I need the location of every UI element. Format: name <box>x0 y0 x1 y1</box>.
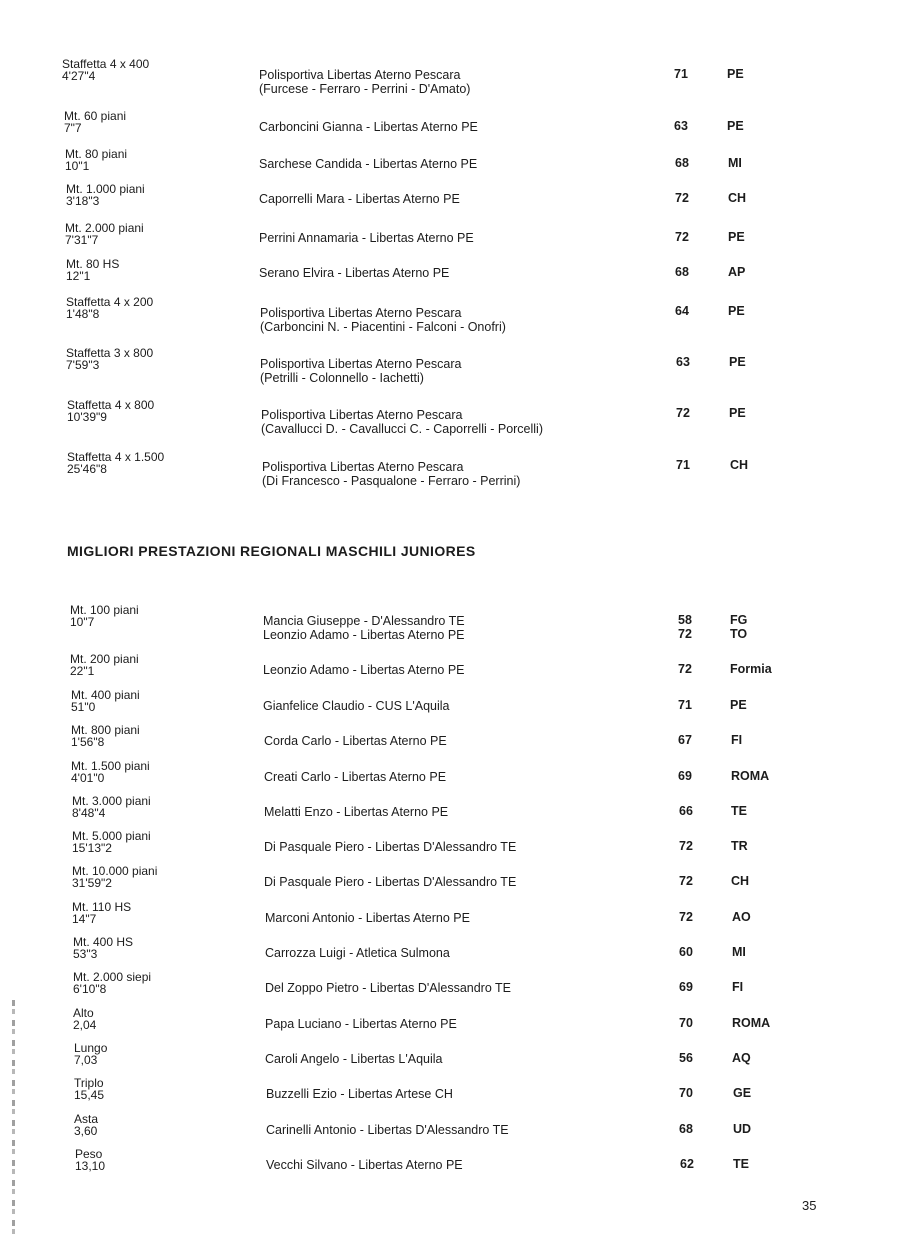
year-value: 71 <box>674 67 688 81</box>
event-name: Peso <box>75 1147 103 1161</box>
record-year <box>670 191 694 205</box>
event-name: Mt. 200 piani <box>70 652 139 666</box>
event-cell <box>74 1113 98 1137</box>
record-year <box>674 1051 698 1065</box>
record-holder <box>265 946 450 960</box>
record-place <box>731 804 747 818</box>
year-value: 72 <box>675 230 689 244</box>
record-place <box>728 265 745 279</box>
record-year <box>670 265 694 279</box>
holder-line: Corda Carlo - Libertas Aterno PE <box>264 734 447 748</box>
year-value: 70 <box>679 1086 693 1100</box>
event-result: 7'31"7 <box>65 233 99 247</box>
record-holder <box>265 911 470 925</box>
event-name: Staffetta 4 x 1.500 <box>67 450 165 464</box>
holder-line: (Carboncini N. - Piacentini - Falconi - Onofri) <box>260 320 506 334</box>
holder-line: Polisportiva Libertas Aterno Pescara <box>259 68 461 82</box>
event-cell <box>71 724 140 748</box>
event-cell <box>74 1077 104 1101</box>
event-cell <box>72 795 151 819</box>
record-place <box>729 406 746 420</box>
record-place <box>733 1122 751 1136</box>
holder-line: Caporrelli Mara - Libertas Aterno PE <box>259 192 460 206</box>
event-cell <box>66 347 153 371</box>
year-value: 68 <box>675 265 689 279</box>
record-place <box>733 1157 749 1171</box>
event-cell <box>65 222 144 246</box>
holder-line: (Furcese - Ferraro - Perrini - D'Amato) <box>259 82 471 96</box>
place-value: CH <box>730 458 749 472</box>
record-place <box>727 119 744 133</box>
place-value: TO <box>730 627 748 641</box>
event-cell <box>73 971 151 995</box>
record-year <box>669 67 693 81</box>
event-name: Mt. 10.000 piani <box>72 864 158 878</box>
record-holder <box>266 1087 453 1101</box>
event-result: 15'13"2 <box>72 841 112 855</box>
holder-line: Papa Luciano - Libertas Aterno PE <box>265 1017 457 1031</box>
event-cell <box>66 258 119 282</box>
year-value: 72 <box>678 627 692 641</box>
record-year <box>674 839 698 853</box>
event-result: 15,45 <box>74 1088 105 1102</box>
event-name: Mt. 110 HS <box>72 900 132 914</box>
event-name: Triplo <box>74 1076 104 1090</box>
holder-line: Sarchese Candida - Libertas Aterno PE <box>259 157 478 171</box>
event-cell <box>71 760 150 784</box>
place-value: PE <box>728 230 745 244</box>
record-holder <box>264 805 448 819</box>
event-result: 4'01"0 <box>71 771 105 785</box>
record-year <box>670 230 694 244</box>
record-year <box>674 1086 698 1100</box>
event-name: Mt. 1.000 piani <box>66 182 145 196</box>
event-result: 51"0 <box>71 700 96 714</box>
event-name: Mt. 1.500 piani <box>71 759 150 773</box>
record-year <box>674 1122 698 1136</box>
holder-line: Carboncini Gianna - Libertas Aterno PE <box>259 120 478 134</box>
place-value: PE <box>727 119 744 133</box>
record-holder <box>263 663 465 677</box>
holder-line: Del Zoppo Pietro - Libertas D'Alessandro TE <box>265 981 512 995</box>
event-result: 1'48"8 <box>66 307 100 321</box>
holder-line: Melatti Enzo - Libertas Aterno PE <box>264 805 449 819</box>
record-holder <box>259 120 478 134</box>
record-year <box>670 156 694 170</box>
place-value: ROMA <box>731 769 770 783</box>
holder-line: Creati Carlo - Libertas Aterno PE <box>264 770 447 784</box>
event-result: 3,60 <box>74 1124 98 1138</box>
record-place <box>730 613 747 641</box>
record-holder <box>263 614 465 642</box>
record-place <box>732 1051 751 1065</box>
place-value: PE <box>727 67 744 81</box>
event-name: Mt. 5.000 piani <box>72 829 151 843</box>
record-holder <box>264 734 447 748</box>
record-year <box>674 1016 698 1030</box>
page-number: 35 <box>802 1198 817 1213</box>
holder-line: Perrini Annamaria - Libertas Aterno PE <box>259 231 474 245</box>
place-value: Formia <box>730 662 772 676</box>
record-holder <box>260 306 506 334</box>
place-value: MI <box>728 156 742 170</box>
record-holder <box>261 408 543 436</box>
record-holder <box>262 460 520 488</box>
holder-line: Polisportiva Libertas Aterno Pescara <box>260 306 462 320</box>
event-name: Mt. 80 piani <box>65 147 128 161</box>
record-place <box>728 191 746 205</box>
year-value: 70 <box>679 1016 693 1030</box>
record-place <box>728 156 742 170</box>
event-result: 13,10 <box>75 1159 106 1173</box>
event-name: Staffetta 4 x 800 <box>67 398 155 412</box>
holder-line: Carrozza Luigi - Atletica Sulmona <box>265 946 450 960</box>
record-place <box>731 733 742 747</box>
record-year <box>673 613 697 641</box>
year-value: 64 <box>675 304 689 318</box>
place-value: PE <box>728 304 745 318</box>
record-year <box>669 119 693 133</box>
record-year <box>675 1157 699 1171</box>
event-name: Lungo <box>74 1041 108 1055</box>
event-cell <box>67 399 154 423</box>
event-name: Staffetta 4 x 200 <box>66 295 154 309</box>
event-name: Mt. 800 piani <box>71 723 140 737</box>
event-result: 22"1 <box>70 664 95 678</box>
event-result: 2,04 <box>73 1018 97 1032</box>
holder-line: Caroli Angelo - Libertas L'Aquila <box>265 1052 443 1066</box>
event-cell <box>74 1042 107 1066</box>
record-place <box>729 355 746 369</box>
event-cell <box>75 1148 105 1172</box>
record-year <box>673 733 697 747</box>
record-holder <box>259 231 474 245</box>
record-place <box>730 662 772 676</box>
record-holder <box>259 192 460 206</box>
event-name: Mt. 60 piani <box>64 109 127 123</box>
record-year <box>671 458 695 472</box>
event-name: Mt. 100 piani <box>70 603 139 617</box>
record-place <box>732 980 743 994</box>
year-value: 71 <box>678 698 692 712</box>
record-place <box>732 1016 770 1030</box>
holder-line: (Petrilli - Colonnello - Iachetti) <box>260 371 424 385</box>
record-holder <box>265 1052 443 1066</box>
record-year <box>674 874 698 888</box>
year-value: 68 <box>679 1122 693 1136</box>
year-value: 62 <box>680 1157 694 1171</box>
place-value: TE <box>731 804 747 818</box>
holder-line: Serano Elvira - Libertas Aterno PE <box>259 266 450 280</box>
year-value: 58 <box>678 613 692 627</box>
year-value: 72 <box>679 910 693 924</box>
event-cell <box>73 1007 96 1031</box>
event-result: 7"7 <box>64 121 82 135</box>
event-result: 14"7 <box>72 912 97 926</box>
event-result: 7'59"3 <box>66 358 100 372</box>
event-name: Mt. 3.000 piani <box>72 794 151 808</box>
holder-line: Polisportiva Libertas Aterno Pescara <box>260 357 462 371</box>
place-value: UD <box>733 1122 752 1136</box>
event-cell <box>72 901 131 925</box>
event-name: Mt. 2.000 siepi <box>73 970 152 984</box>
place-value: PE <box>730 698 747 712</box>
event-cell <box>72 830 151 854</box>
record-year <box>673 662 697 676</box>
holder-line: Leonzio Adamo - Libertas Aterno PE <box>263 663 465 677</box>
record-holder <box>266 1123 509 1137</box>
year-value: 71 <box>676 458 690 472</box>
record-year <box>673 698 697 712</box>
record-holder <box>259 266 449 280</box>
year-value: 67 <box>678 733 692 747</box>
record-place <box>731 874 749 888</box>
event-name: Mt. 400 HS <box>73 935 134 949</box>
holder-line: (Cavallucci D. - Cavallucci C. - Caporrelli - Porcelli) <box>261 422 544 436</box>
event-name: Staffetta 3 x 800 <box>66 346 154 360</box>
holder-line: Polisportiva Libertas Aterno Pescara <box>262 460 464 474</box>
record-holder <box>259 68 470 96</box>
event-result: 10"7 <box>70 615 95 629</box>
record-place <box>732 945 746 959</box>
event-cell <box>64 110 126 134</box>
event-result: 10'39"9 <box>67 410 107 424</box>
place-value: FG <box>730 613 748 627</box>
place-value: TE <box>733 1157 749 1171</box>
record-place <box>733 1086 751 1100</box>
record-year <box>673 769 697 783</box>
event-result: 1'56"8 <box>71 735 105 749</box>
place-value: PE <box>729 406 746 420</box>
holder-line: Gianfelice Claudio - CUS L'Aquila <box>263 699 450 713</box>
record-place <box>728 230 745 244</box>
year-value: 72 <box>679 874 693 888</box>
holder-line: Buzzelli Ezio - Libertas Artese CH <box>266 1087 453 1101</box>
event-result: 4'27"4 <box>62 69 96 83</box>
record-year <box>671 406 695 420</box>
event-result: 12"1 <box>66 269 91 283</box>
event-cell <box>70 653 139 677</box>
holder-line: Mancia Giuseppe - D'Alessandro TE <box>263 614 465 628</box>
year-value: 56 <box>679 1051 693 1065</box>
record-holder <box>265 1017 457 1031</box>
year-value: 60 <box>679 945 693 959</box>
event-cell <box>66 296 153 320</box>
record-holder <box>264 770 446 784</box>
event-name: Mt. 400 piani <box>71 688 140 702</box>
place-value: CH <box>731 874 750 888</box>
place-value: CH <box>728 191 747 205</box>
event-name: Mt. 80 HS <box>66 257 120 271</box>
binding-edge <box>12 1000 15 1240</box>
record-place <box>730 458 748 472</box>
event-cell <box>71 689 140 713</box>
holder-line: Di Pasquale Piero - Libertas D'Alessandro TE <box>264 875 517 889</box>
place-value: FI <box>731 733 743 747</box>
event-cell <box>67 451 164 475</box>
year-value: 72 <box>676 406 690 420</box>
record-holder <box>260 357 462 385</box>
event-result: 31'59"2 <box>72 876 112 890</box>
event-name: Staffetta 4 x 400 <box>62 57 150 71</box>
record-place <box>731 769 769 783</box>
event-result: 3'18"3 <box>66 194 100 208</box>
year-value: 69 <box>678 769 692 783</box>
record-holder <box>265 981 511 995</box>
place-value: FI <box>732 980 744 994</box>
place-value: ROMA <box>732 1016 771 1030</box>
record-place <box>728 304 745 318</box>
record-holder <box>263 699 450 713</box>
holder-line: Vecchi Silvano - Libertas Aterno PE <box>266 1158 463 1172</box>
year-value: 72 <box>678 662 692 676</box>
record-year <box>671 355 695 369</box>
year-value: 66 <box>679 804 693 818</box>
record-place <box>727 67 744 81</box>
year-value: 69 <box>679 980 693 994</box>
holder-line: Marconi Antonio - Libertas Aterno PE <box>265 911 470 925</box>
event-result: 7,03 <box>74 1053 98 1067</box>
year-value: 63 <box>676 355 690 369</box>
event-result: 8'48"4 <box>72 806 106 820</box>
event-result: 10"1 <box>65 159 90 173</box>
holder-line: Polisportiva Libertas Aterno Pescara <box>261 408 463 422</box>
record-place <box>732 910 751 924</box>
event-cell <box>72 865 157 889</box>
event-result: 25'46"8 <box>67 462 107 476</box>
section-heading: MIGLIORI PRESTAZIONI REGIONALI MASCHILI JUNIORES <box>67 543 476 559</box>
event-cell <box>73 936 133 960</box>
record-year <box>674 910 698 924</box>
place-value: TR <box>731 839 748 853</box>
event-name: Mt. 2.000 piani <box>65 221 144 235</box>
record-year <box>674 945 698 959</box>
event-cell <box>70 604 139 628</box>
year-value: 63 <box>674 119 688 133</box>
year-value: 72 <box>679 839 693 853</box>
event-cell <box>65 148 127 172</box>
event-result: 6'10"8 <box>73 982 107 996</box>
year-value: 68 <box>675 156 689 170</box>
record-holder <box>264 840 516 854</box>
year-value: 72 <box>675 191 689 205</box>
event-result: 53"3 <box>73 947 98 961</box>
event-cell <box>62 58 149 82</box>
place-value: AP <box>728 265 746 279</box>
record-holder <box>264 875 516 889</box>
record-holder <box>259 157 477 171</box>
event-name: Alto <box>73 1006 94 1020</box>
record-year <box>674 980 698 994</box>
holder-line: Carinelli Antonio - Libertas D'Alessandro TE <box>266 1123 509 1137</box>
event-name: Asta <box>74 1112 99 1126</box>
record-place <box>731 839 748 853</box>
record-holder <box>266 1158 463 1172</box>
place-value: GE <box>733 1086 752 1100</box>
record-year <box>670 304 694 318</box>
record-year <box>674 804 698 818</box>
holder-line: (Di Francesco - Pasqualone - Ferraro - Perrini) <box>262 474 521 488</box>
holder-line: Leonzio Adamo - Libertas Aterno PE <box>263 628 465 642</box>
place-value: AQ <box>732 1051 751 1065</box>
place-value: PE <box>729 355 746 369</box>
record-place <box>730 698 747 712</box>
place-value: MI <box>732 945 746 959</box>
holder-line: Di Pasquale Piero - Libertas D'Alessandro TE <box>264 840 517 854</box>
event-cell <box>66 183 145 207</box>
place-value: AO <box>732 910 751 924</box>
